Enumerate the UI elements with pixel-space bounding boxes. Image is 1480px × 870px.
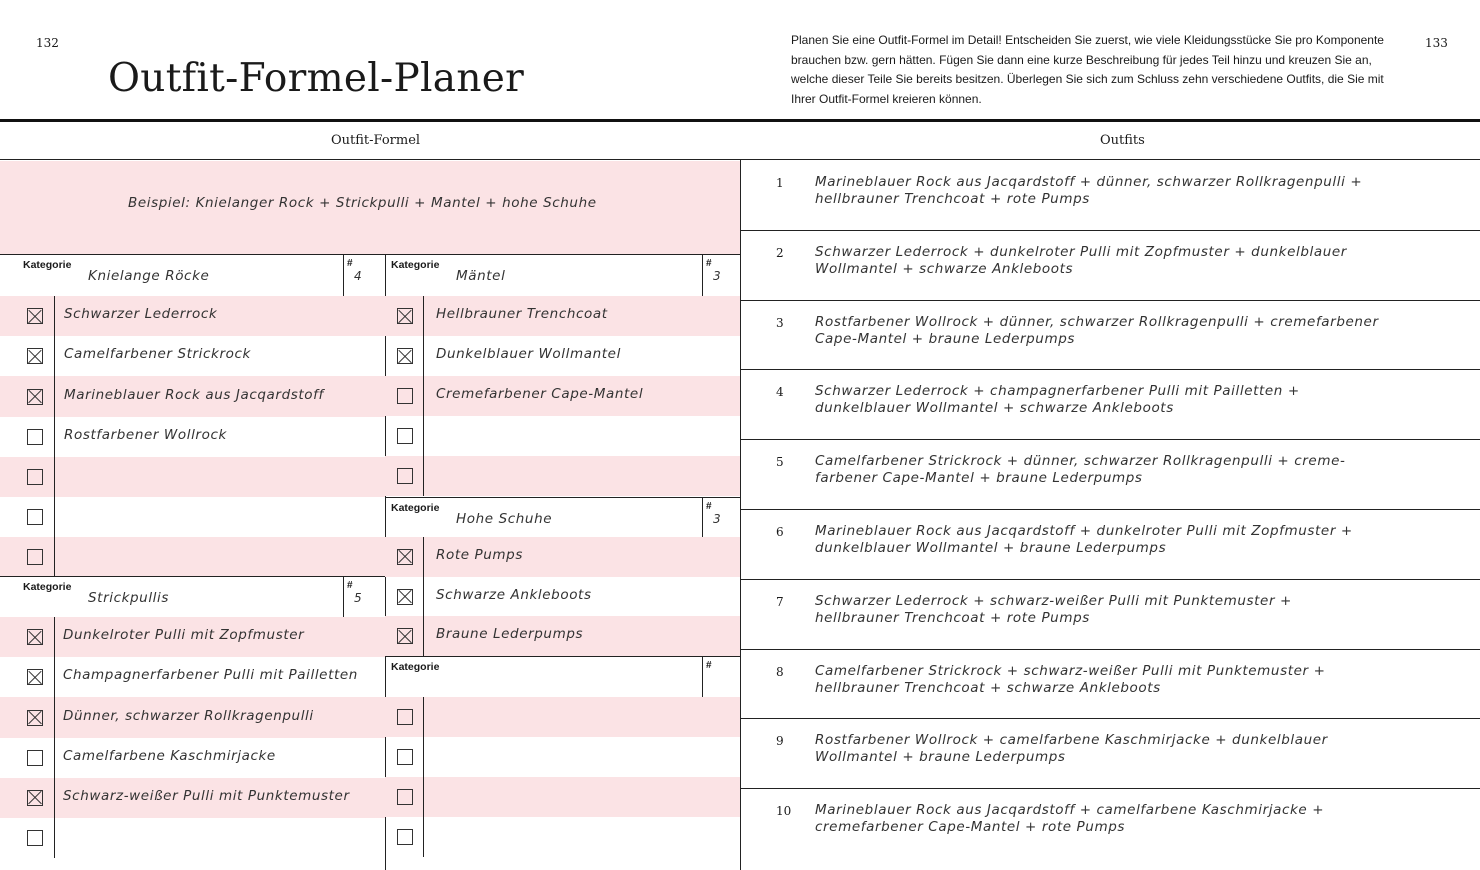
owned-checkbox[interactable] <box>397 749 413 765</box>
owned-checkbox[interactable] <box>27 830 43 846</box>
item-row-band <box>385 777 740 817</box>
count-label: # <box>706 258 712 269</box>
outfit-description-line-2[interactable]: farbener Cape-Mantel + braune Lederpumps <box>815 470 1143 487</box>
category-name[interactable]: Strickpullis <box>88 590 170 606</box>
category-header-top-rule <box>0 576 385 577</box>
example-formula: Beispiel: Knielanger Rock + Strickpulli + Mantel + hohe Schuhe <box>128 195 597 211</box>
outfit-description-line-2[interactable]: hellbrauner Trenchcoat + schwarze Ankleboots <box>815 679 1161 696</box>
owned-checkbox[interactable] <box>397 709 413 725</box>
outfit-description-line-1[interactable]: Camelfarbener Strickrock + dünner, schwarzer Rollkragenpulli + creme- <box>815 453 1346 470</box>
item-description[interactable]: Schwarz-weißer Pulli mit Punktemuster <box>63 787 350 804</box>
outfit-row <box>741 719 1480 789</box>
owned-checkbox[interactable] <box>397 789 413 805</box>
outfit-description-line-1[interactable]: Marineblauer Rock aus Jacqardstoff + dünner, schwarzer Rollkragenpulli + <box>815 174 1363 190</box>
category-count-divider <box>702 254 703 296</box>
category-header-top-rule <box>385 656 740 657</box>
owned-checkbox[interactable] <box>27 509 43 525</box>
category-name[interactable]: Knielange Röcke <box>88 268 210 284</box>
outfit-row <box>741 370 1480 440</box>
outfit-number: 5 <box>776 455 784 470</box>
count-label: # <box>347 580 353 591</box>
category-count[interactable]: 5 <box>354 591 362 605</box>
item-description[interactable]: Dunkelblauer Wollmantel <box>436 346 621 362</box>
owned-checkbox-checked[interactable] <box>27 348 43 364</box>
item-description[interactable]: Champagnerfarbener Pulli mit Pailletten <box>63 667 358 684</box>
category-header-top-rule <box>0 254 385 255</box>
category-label: Kategorie <box>391 502 440 514</box>
category-count[interactable]: 3 <box>713 512 721 526</box>
outfit-description-line-2[interactable]: dunkelblauer Wollmantel + braune Lederpumps <box>815 540 1167 556</box>
item-description[interactable]: Rote Pumps <box>436 546 523 563</box>
count-label: # <box>706 660 712 671</box>
checkbox-column-divider <box>423 537 424 656</box>
category-count-divider <box>343 254 344 296</box>
category-count[interactable]: 4 <box>354 269 362 283</box>
owned-checkbox-checked[interactable] <box>27 308 43 324</box>
owned-checkbox-checked[interactable] <box>27 669 43 685</box>
category-label: Kategorie <box>391 259 440 271</box>
outfits-column-header: Outfits <box>1100 133 1145 148</box>
category-label: Kategorie <box>23 259 72 271</box>
outfit-number: 9 <box>776 734 784 749</box>
outfit-description-line-1[interactable]: Marineblauer Rock aus Jacqardstoff + camelfarbene Kaschmirjacke + <box>815 802 1325 819</box>
item-description[interactable]: Dünner, schwarzer Rollkragenpulli <box>63 707 314 724</box>
outfit-description-line-2[interactable]: hellbrauner Trenchcoat + rote Pumps <box>815 191 1090 207</box>
owned-checkbox[interactable] <box>27 750 43 766</box>
category-header-top-rule <box>385 254 740 255</box>
category-name[interactable]: Hohe Schuhe <box>456 511 553 527</box>
item-description[interactable]: Braune Lederpumps <box>436 626 584 643</box>
owned-checkbox-checked[interactable] <box>397 589 413 605</box>
intro-text: Planen Sie eine Outfit-Formel im Detail! Entscheiden Sie zuerst, wie viele Kleidungsstücke Sie pro Komponente brauchen bzw. gern hätten. Fügen Sie dann eine kurze Beschreibung für jedes Teil hinzu und kreuzen Sie an, welche dieser Teile Sie bereits besitzen. Überlegen Sie sich zum Schluss zehn verschiedene Outfits, die Sie mit Ihrer Outfit-Formel kreieren können. <box>791 33 1384 106</box>
header-rule <box>0 119 1480 122</box>
owned-checkbox[interactable] <box>27 469 43 485</box>
count-label: # <box>706 501 712 512</box>
category-count[interactable]: 3 <box>713 269 721 283</box>
item-row-band <box>385 456 740 496</box>
checkbox-column-divider <box>54 296 55 577</box>
category-count-divider <box>702 497 703 537</box>
outfit-description-line-1[interactable]: Schwarzer Lederrock + schwarz-weißer Pulli mit Punktemuster + <box>815 592 1292 609</box>
item-description[interactable]: Rostfarbener Wollrock <box>64 426 227 443</box>
item-row-band <box>0 537 385 577</box>
outfit-number: 10 <box>776 804 792 819</box>
outfit-row <box>741 650 1480 720</box>
item-description[interactable]: Hellbrauner Trenchcoat <box>436 306 608 322</box>
owned-checkbox-checked[interactable] <box>397 308 413 324</box>
outfit-description-line-1[interactable]: Schwarzer Lederrock + champagnerfarbener Pulli mit Pailletten + <box>815 383 1300 400</box>
item-description[interactable]: Marineblauer Rock aus Jacqardstoff <box>64 386 324 403</box>
outfit-number: 6 <box>776 525 784 539</box>
item-description[interactable]: Schwarzer Lederrock <box>64 306 218 323</box>
owned-checkbox-checked[interactable] <box>397 628 413 644</box>
outfit-number: 7 <box>776 594 784 609</box>
outfit-description-line-1[interactable]: Camelfarbener Strickrock + schwarz-weißer Pulli mit Punktemuster + <box>815 662 1326 679</box>
category-count-divider <box>702 656 703 697</box>
owned-checkbox-checked[interactable] <box>27 710 43 726</box>
outfit-description-line-2[interactable]: dunkelblauer Wollmantel + schwarze Ankleboots <box>815 400 1174 417</box>
checkbox-column-divider <box>423 296 424 496</box>
outfit-description-line-2[interactable]: cremefarbener Cape-Mantel + rote Pumps <box>815 819 1126 836</box>
outfit-number: 2 <box>776 245 784 260</box>
outfit-row <box>741 440 1480 510</box>
outfit-number: 1 <box>776 176 784 190</box>
owned-checkbox[interactable] <box>397 829 413 845</box>
outfit-description-line-2[interactable]: hellbrauner Trenchcoat + rote Pumps <box>815 609 1090 626</box>
item-description[interactable]: Dunkelroter Pulli mit Zopfmuster <box>63 627 305 644</box>
outfit-description-line-2[interactable]: Wollmantel + braune Lederpumps <box>815 749 1066 766</box>
formula-column-header: Outfit-Formel <box>331 133 421 148</box>
item-description[interactable]: Cremefarbener Cape-Mantel <box>436 386 644 402</box>
category-header-top-rule <box>385 497 740 498</box>
owned-checkbox[interactable] <box>27 429 43 445</box>
owned-checkbox-checked[interactable] <box>397 348 413 364</box>
page-number-left: 132 <box>36 36 59 50</box>
outfit-description-line-1[interactable]: Marineblauer Rock aus Jacqardstoff + dunkelroter Pulli mit Zopfmuster + <box>815 523 1353 539</box>
owned-checkbox-checked[interactable] <box>397 549 413 565</box>
outfit-number: 4 <box>776 385 784 400</box>
owned-checkbox-checked[interactable] <box>27 629 43 645</box>
page-number-right: 133 <box>1425 36 1448 50</box>
page-title: Outfit-Formel-Planer <box>108 56 525 101</box>
checkbox-column-divider <box>423 697 424 857</box>
outfit-description-line-2[interactable]: Cape-Mantel + braune Lederpumps <box>815 330 1075 347</box>
outfit-number: 3 <box>776 315 784 330</box>
outfit-row <box>741 510 1480 580</box>
outfit-row <box>741 231 1480 301</box>
outfit-description-line-1[interactable]: Rostfarbener Wollrock + dünner, schwarzer Rollkragenpulli + cremefarbener <box>815 313 1379 330</box>
item-row-band <box>385 697 740 737</box>
outfit-description-line-1[interactable]: Schwarzer Lederrock + dunkelroter Pulli mit Zopfmuster + dunkelblauer <box>815 243 1347 260</box>
owned-checkbox[interactable] <box>27 549 43 565</box>
category-label: Kategorie <box>391 661 440 673</box>
owned-checkbox-checked[interactable] <box>27 790 43 806</box>
outfit-row <box>741 789 1480 859</box>
checkbox-column-divider <box>54 617 55 858</box>
item-description[interactable]: Camelfarbene Kaschmirjacke <box>63 747 276 764</box>
owned-checkbox[interactable] <box>397 468 413 484</box>
category-name[interactable]: Mäntel <box>456 268 506 284</box>
outfit-row <box>741 580 1480 650</box>
outfit-row <box>741 301 1480 371</box>
owned-checkbox-checked[interactable] <box>27 389 43 405</box>
item-row-band <box>0 457 385 497</box>
item-description[interactable]: Schwarze Ankleboots <box>436 586 592 603</box>
outfit-row <box>741 161 1480 231</box>
category-label: Kategorie <box>23 581 72 593</box>
category-count-divider <box>343 576 344 617</box>
owned-checkbox[interactable] <box>397 388 413 404</box>
outfit-description-line-2[interactable]: Wollmantel + schwarze Ankleboots <box>815 260 1074 277</box>
owned-checkbox[interactable] <box>397 428 413 444</box>
item-description[interactable]: Camelfarbener Strickrock <box>64 346 251 363</box>
outfit-description-line-1[interactable]: Rostfarbener Wollrock + camelfarbene Kaschmirjacke + dunkelblauer <box>815 732 1328 749</box>
count-label: # <box>347 258 353 269</box>
outfit-number: 8 <box>776 664 784 679</box>
